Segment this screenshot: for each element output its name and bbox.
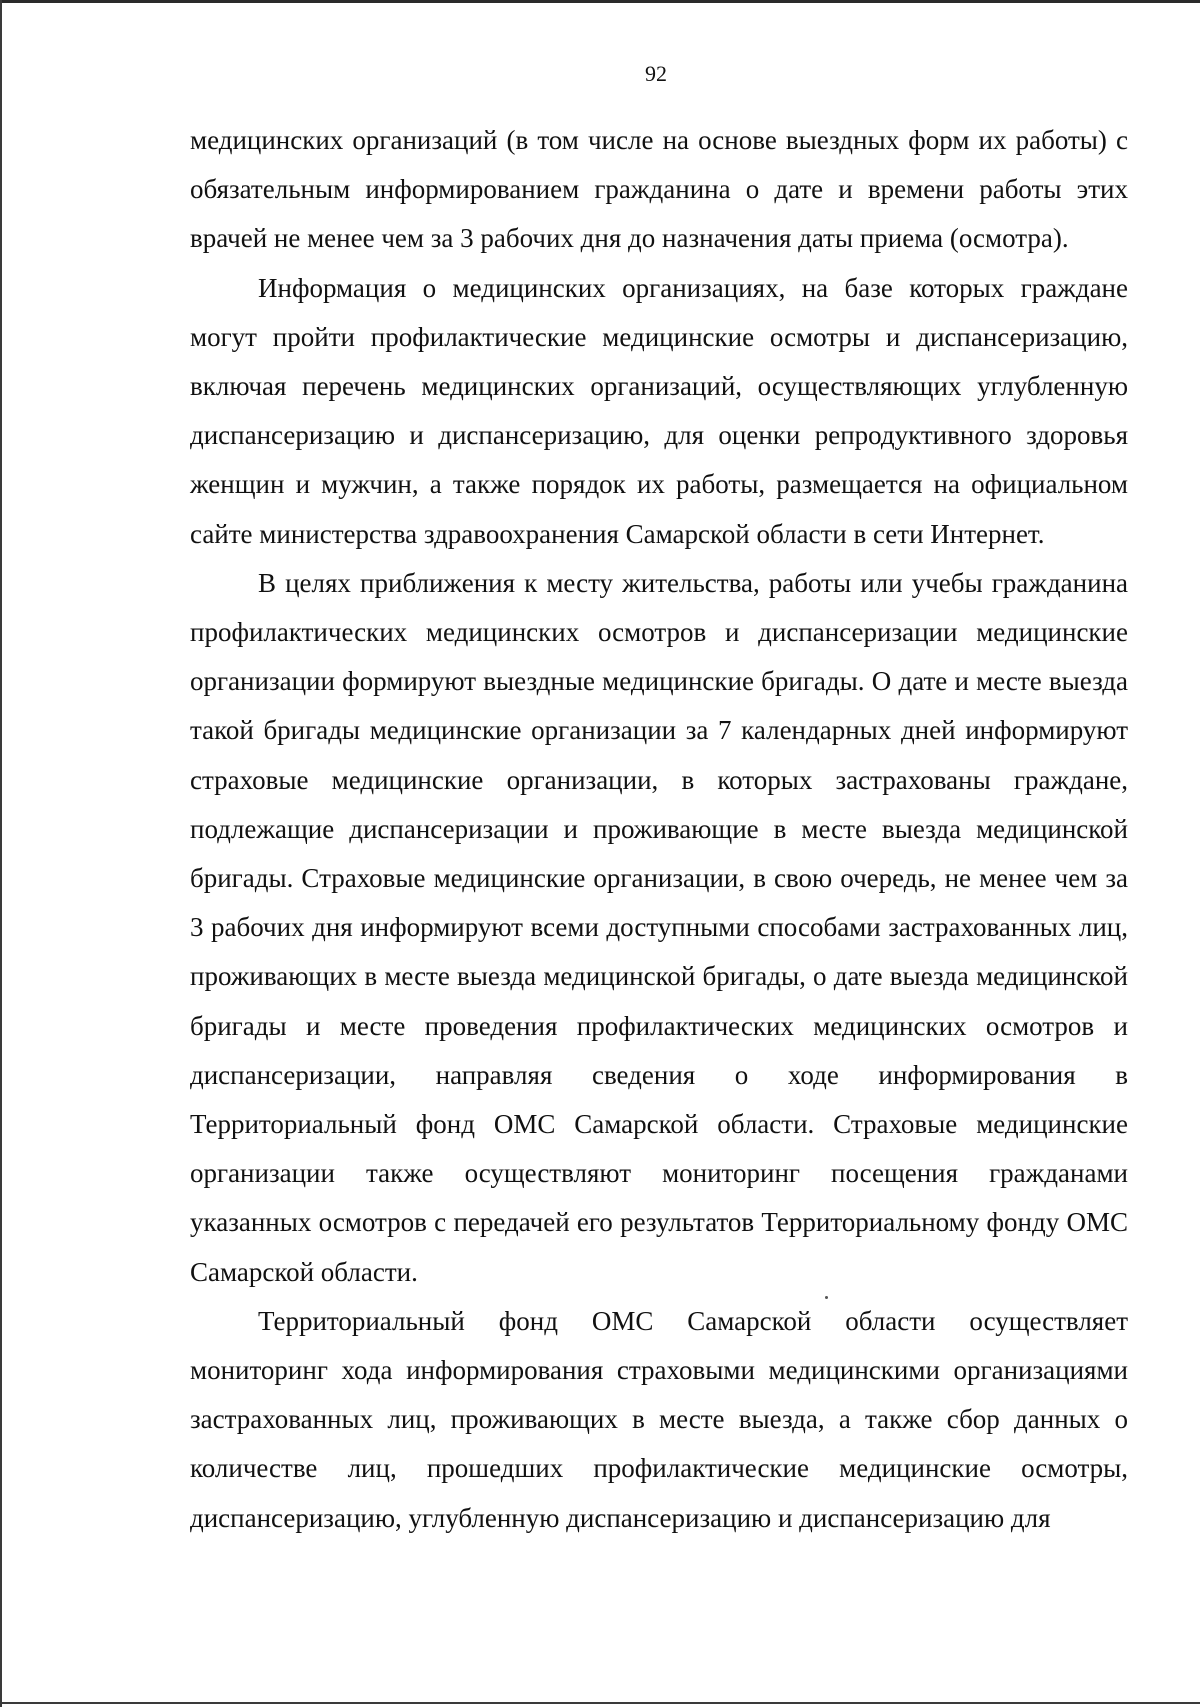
- page-number: 92: [645, 61, 667, 86]
- document-body: [190, 116, 1128, 1543]
- scan-edge-top: [0, 0, 1200, 3]
- paragraph-info-organizations: Информация о медицинских организациях, на базе которых граждане могут пройти профилактические медицинские осмотры и диспансеризацию, включая перечень медицинских организаций, осуществляющих углубленную диспансеризацию и диспансеризацию, для оценки репродуктивного здоровья женщин и мужчин, а также порядок их работы, размещается на официальном сайте министерства здравоохранения Самарской области в сети Интернет.: [190, 272, 1128, 549]
- paragraph-territorial-fund: Территориальный фонд ОМС Самарской области осуществляет мониторинг хода информирования страховыми медицинскими организациями застрахованных лиц, проживающих в месте выезда, а также сбор данных о количестве лиц, прошедших профилактические медицинские осмотры, диспансеризацию, углубленную диспансеризацию и диспансеризацию для: [190, 1305, 1128, 1533]
- scan-speck: [825, 1296, 828, 1299]
- paragraph-mobile-brigades: В целях приближения к месту жительства, работы или учебы гражданина профилактических медицинских осмотров и диспансеризации медицинские организации формируют выездные медицинские бригады. О дате и месте выезда такой бригады медицинские организации за 7 календарных дней информируют страховые медицинские организации, в которых застрахованы граждане, подлежащие диспансеризации и проживающие в месте выезда медицинской бригады. Страховые медицинские организации, в свою очередь, не менее чем за 3 рабочих дня информируют всеми доступными способами застрахованных лиц, проживающих в месте выезда медицинской бригады, о дате выезда медицинской бригады и месте проведения профилактических медицинских осмотров и диспансеризации, направляя сведения о ходе информирования в Территориальный фонд ОМС Самарской области. Страховые медицинские организации также осуществляют мониторинг посещения гражданами указанных осмотров с передачей его результатов Территориальному фонду ОМС Самарской области.: [190, 567, 1128, 1287]
- scan-edge-left: [0, 0, 2, 1707]
- paragraph-continuation: медицинских организаций (в том числе на основе выездных форм их работы) с обязательным информированием гражданина о дате и времени работы этих врачей не менее чем за 3 рабочих дня до назначения даты приема (осмотра).: [190, 125, 1128, 254]
- scan-edge-bottom: [0, 1702, 1200, 1704]
